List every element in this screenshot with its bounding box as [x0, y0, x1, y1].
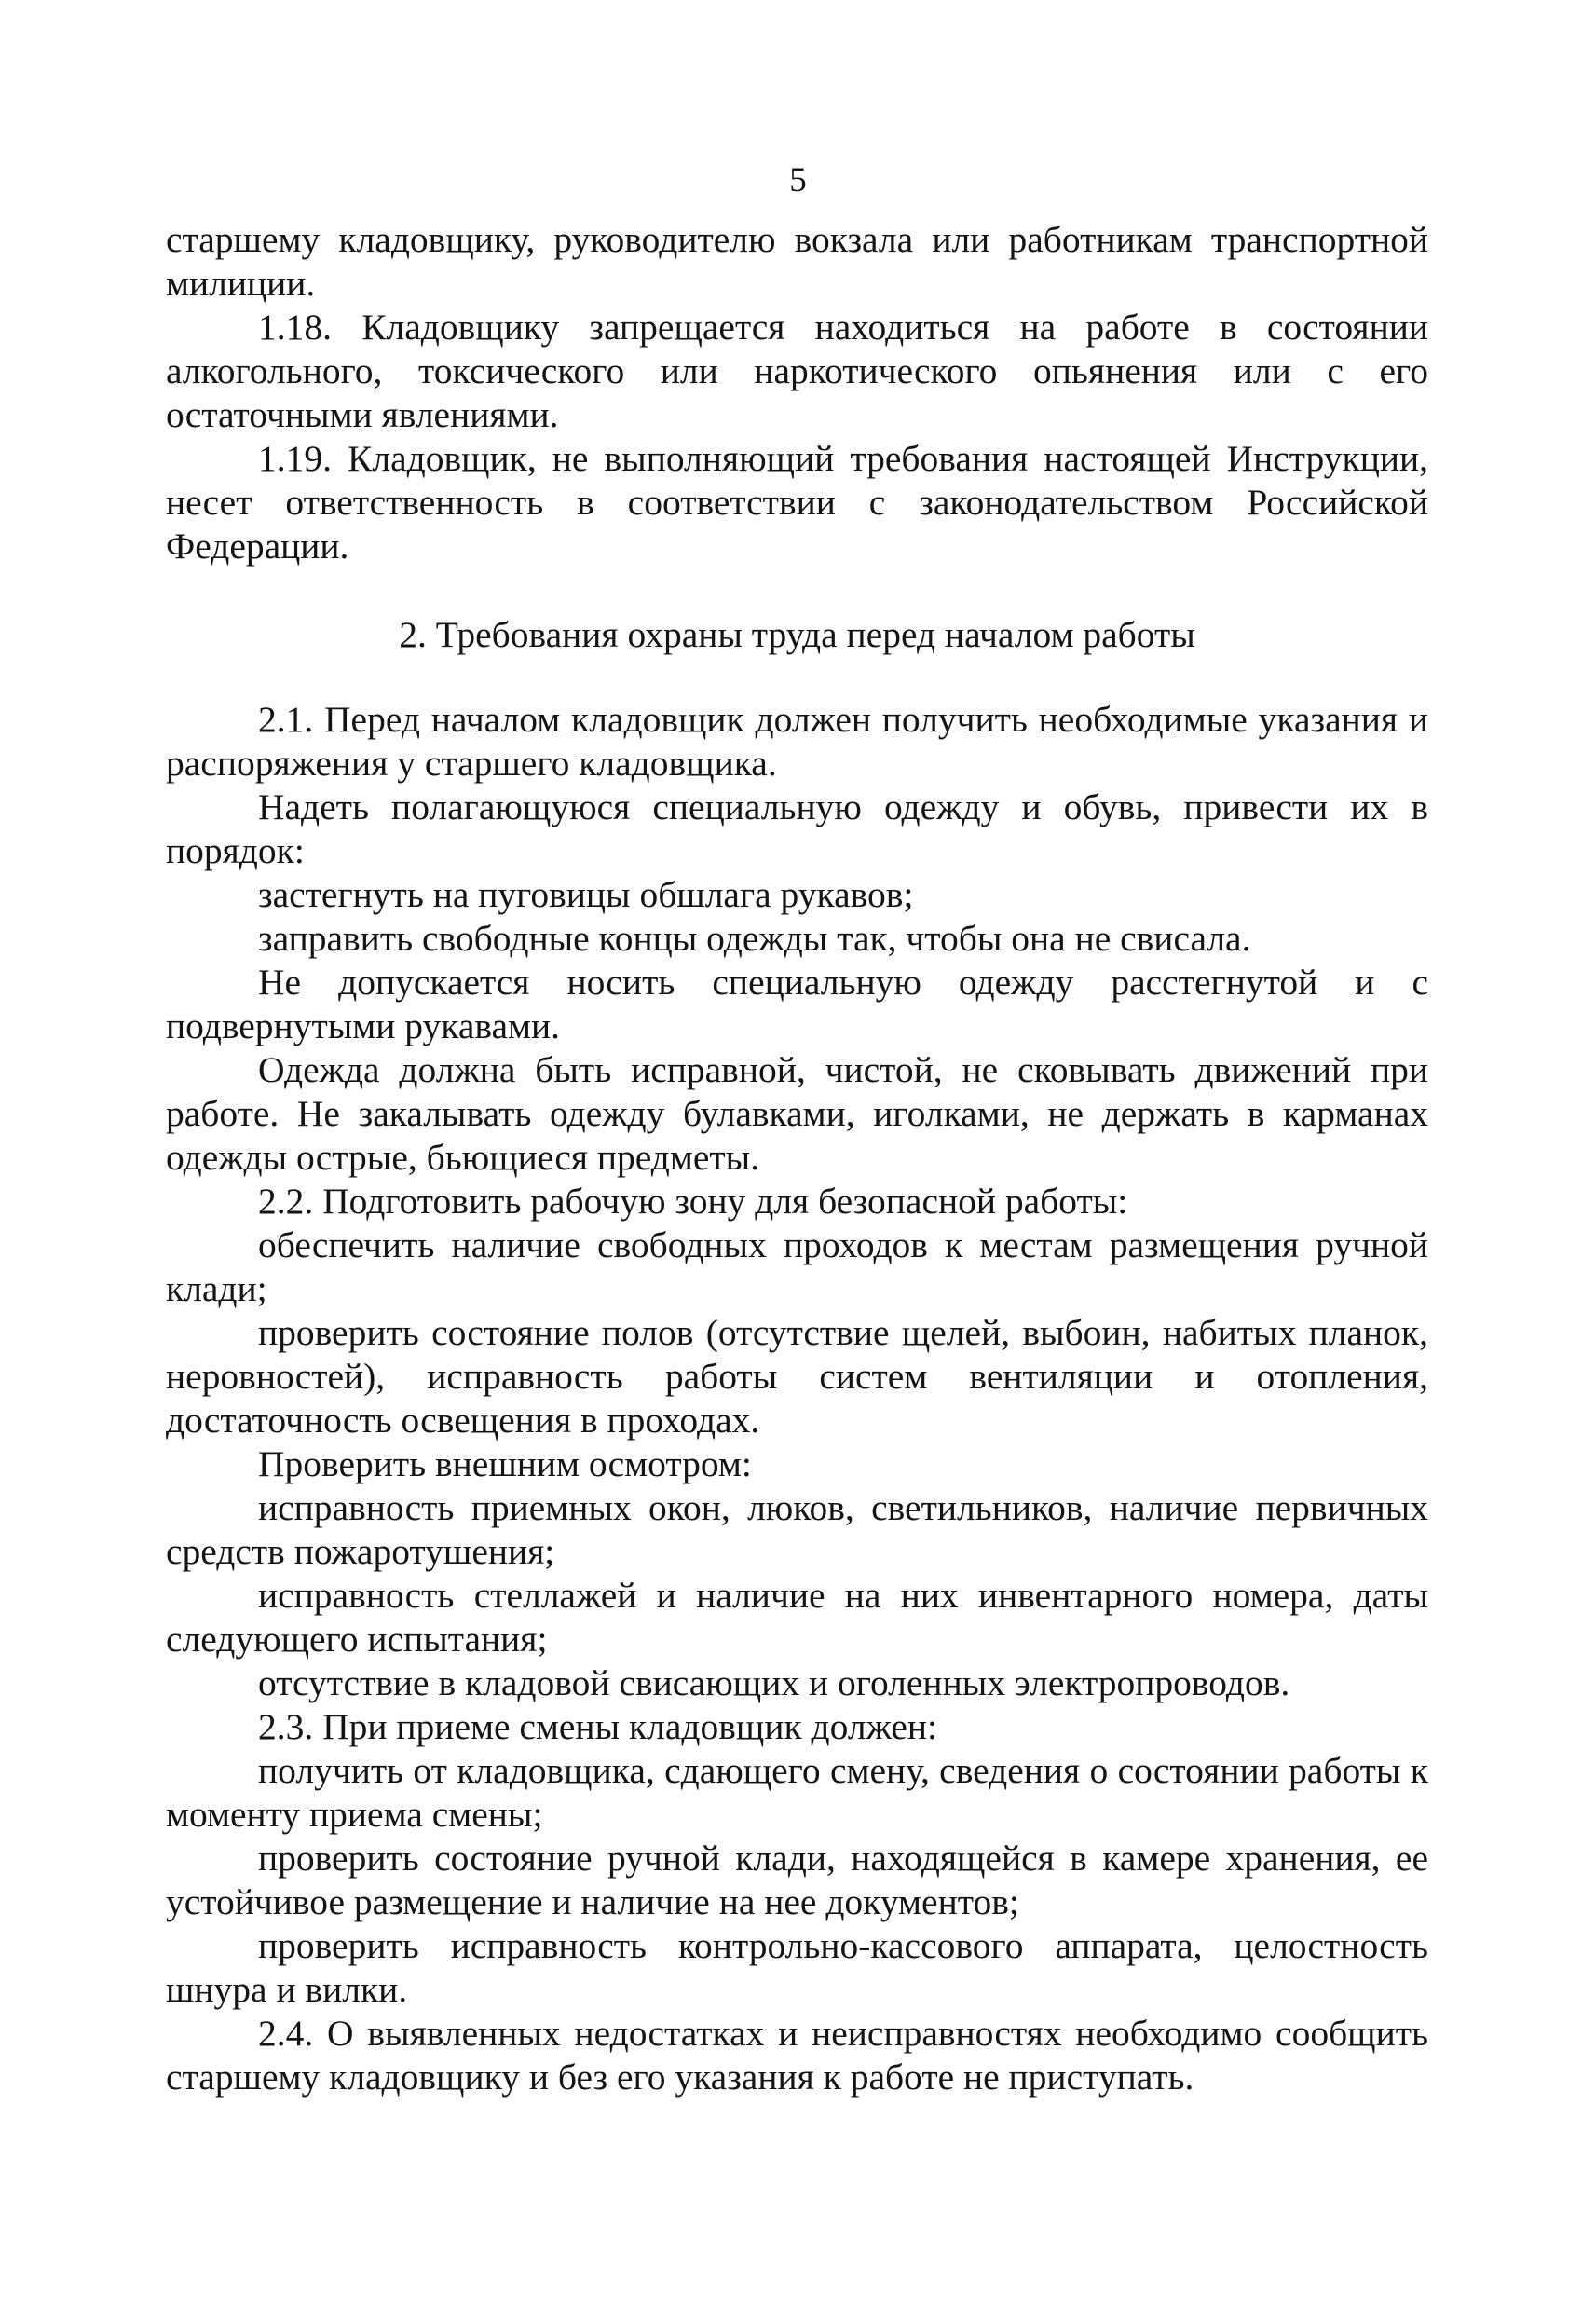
- paragraph: 2.2. Подготовить рабочую зону для безопасной работы:: [258, 1181, 1128, 1222]
- paragraph: 1.19. Кладовщик, не выполняющий требования настоящей Инструкции, несет ответственность в соответствии с законодательством Российской Федерации.: [166, 438, 1428, 567]
- paragraph: обеспечить наличие свободных проходов к местам размещения ручной клади;: [166, 1224, 1428, 1309]
- paragraph: Надеть полагающуюся специальную одежду и обувь, привести их в порядок:: [166, 786, 1428, 871]
- paragraph: 2.3. При приеме смены кладовщик должен:: [258, 1706, 937, 1747]
- paragraph: 2.4. О выявленных недостатках и неисправностях необходимо сообщить старшему кладовщику и без его указания к работе не приступать.: [166, 2013, 1428, 2098]
- paragraph: проверить состояние полов (отсутствие щелей, выбоин, набитых планок, неровностей), исправность работы систем вентиляции и отопления, достаточность освещения в проходах.: [166, 1312, 1428, 1441]
- paragraph: застегнуть на пуговицы обшлага рукавов;: [258, 874, 914, 915]
- paragraph: заправить свободные концы одежды так, чтобы она не свисала.: [258, 918, 1251, 959]
- paragraph: проверить исправность контрольно-кассового аппарата, целостность шнура и вилки.: [166, 1925, 1428, 2010]
- paragraph: 1.18. Кладовщику запрещается находиться на работе в состоянии алкогольного, токсического или наркотического опьянения или с его остаточными явлениями.: [166, 307, 1428, 435]
- paragraph: проверить состояние ручной клади, находящейся в камере хранения, ее устойчивое размещение и наличие на нее документов;: [166, 1838, 1428, 1922]
- paragraph: Не допускается носить специальную одежду расстегнутой и с подвернутыми рукавами.: [166, 962, 1428, 1046]
- paragraph: отсутствие в кладовой свисающих и оголенных электропроводов.: [258, 1662, 1290, 1703]
- page-number: 5: [789, 161, 807, 199]
- paragraph: старшему кладовщику, руководителю вокзала или работникам транспортной милиции.: [166, 219, 1428, 304]
- section-heading: 2. Требования охраны труда перед началом работы: [399, 614, 1195, 655]
- paragraph: Одежда должна быть исправной, чистой, не сковывать движений при работе. Не закалывать одежду булавками, иголками, не держать в карманах одежды острые, бьющиеся предметы.: [166, 1049, 1428, 1178]
- paragraph: 2.1. Перед началом кладовщик должен получить необходимые указания и распоряжения у старшего кладовщика.: [166, 699, 1428, 784]
- document-body: [166, 218, 1428, 2099]
- paragraph: получить от кладовщика, сдающего смену, сведения о состоянии работы к моменту приема смены;: [166, 1750, 1428, 1835]
- paragraph: Проверить внешним осмотром:: [258, 1443, 752, 1484]
- paragraph: исправность стеллажей и наличие на них инвентарного номера, даты следующего испытания;: [166, 1575, 1428, 1660]
- paragraph: исправность приемных окон, люков, светильников, наличие первичных средств пожаротушения;: [166, 1487, 1428, 1572]
